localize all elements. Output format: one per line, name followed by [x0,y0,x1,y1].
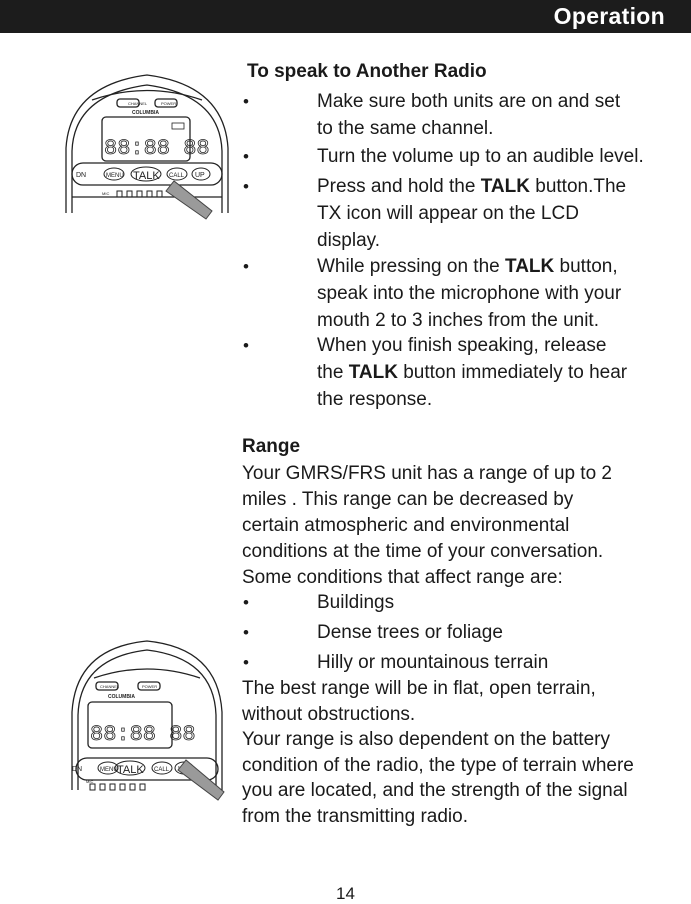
paragraph-line: Your GMRS/FRS unit has a range of up to 2 [242,463,612,484]
power-label: POWER [161,101,177,106]
page-number: 14 [336,884,355,903]
list-item-line: display. [317,230,381,251]
talk-label: TALK [133,170,160,182]
power-label-2: POWER [142,684,158,689]
bullet-icon: • [243,92,249,111]
list-item-line: Hilly or mountainous terrain [317,652,549,673]
menu-label: MENU [106,173,124,179]
bullet-icon: • [243,623,249,642]
paragraph-line: The best range will be in flat, open terrain, [242,678,596,699]
channel-label-2: CHANNEL [100,684,120,689]
lcd-digits-2: 88:88 88 [90,722,196,747]
radio-illustration-bottom [68,640,226,805]
bullet-icon: • [243,336,249,355]
dn-label: DN [76,172,87,179]
list-item-line: When you finish speaking, release [317,335,607,356]
mic-label: MIC [102,191,110,196]
paragraph-line: from the transmitting radio. [242,806,468,827]
list-item-line: mouth 2 to 3 inches from the unit. [317,310,599,331]
channel-label: CHANNEL [128,101,148,106]
paragraph-line: Your range is also dependent on the battery [242,729,610,750]
dn-label-2: DN [72,766,83,773]
bullet-icon: • [243,593,249,612]
list-item-line: Dense trees or foliage [317,622,503,643]
page-title: Operation [553,3,665,29]
bullet-icon: • [243,653,249,672]
talk-keyword: TALK [348,362,398,383]
brand-label: COLUMBIA [132,110,159,116]
list-item-line: Make sure both units are on and set [317,91,621,112]
call-label: CALL [169,173,185,179]
paragraph-line: certain atmospheric and environmental [242,515,570,536]
list-item-line: the TALK button immediately to hear [317,362,628,383]
paragraph-line: miles . This range can be decreased by [242,489,574,510]
list-item-line: to the same channel. [317,118,494,139]
paragraph-line: conditions at the time of your conversation. [242,541,604,562]
list-item-line: the response. [317,389,433,410]
list-item-line: speak into the microphone with your [317,283,622,304]
section-title-range: Range [242,436,301,457]
pointer-arrow-icon [166,181,212,219]
radio-illustration-top [62,73,232,223]
paragraph-line: Some conditions that affect range are: [242,567,563,588]
list-item-line: Press and hold the TALK button.The [317,176,627,197]
paragraph-line: without obstructions. [242,704,416,725]
brand-label-2: COLUMBIA [108,694,135,700]
talk-keyword: TALK [505,256,555,277]
paragraph-line: you are located, and the strength of the signal [242,780,628,801]
talk-keyword: TALK [480,176,530,197]
list-item-line: TX icon will appear on the LCD [317,203,579,224]
bullet-icon: • [243,147,249,166]
header-bar [0,0,691,33]
bullet-icon: • [243,177,249,196]
paragraph-line: condition of the radio, the type of terrain where [242,755,634,776]
up-label: UP [195,172,205,179]
list-item-line: Turn the volume up to an audible level. [317,146,644,167]
lcd-digits: 88:88 88 [104,136,210,161]
talk-label-2: TALK [117,764,144,776]
mic-label-2: MIC [86,779,94,784]
call-label-2: CALL [154,767,170,773]
section-title-speak: To speak to Another Radio [247,61,487,82]
list-item-line: While pressing on the TALK button, [317,256,618,277]
menu-label-2: MENU [100,767,118,773]
bullet-icon: • [243,257,249,276]
list-item-line: Buildings [317,592,395,613]
